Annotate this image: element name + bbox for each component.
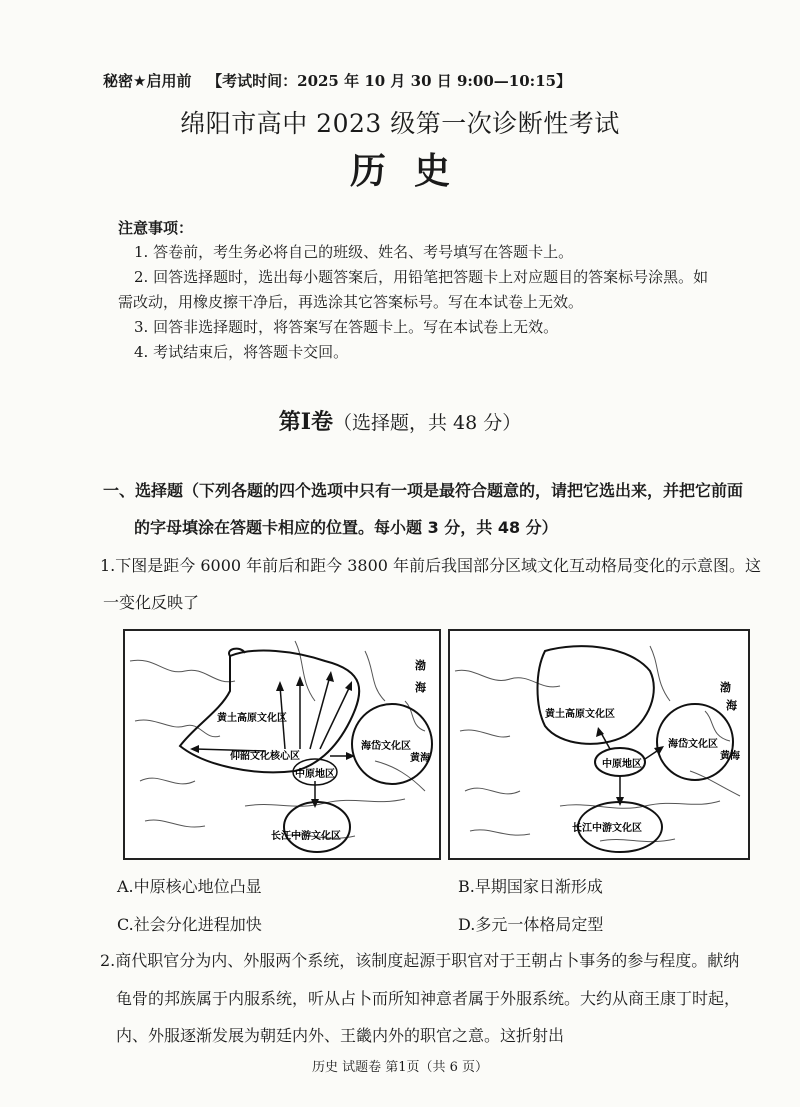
subject-title: 历史: [349, 151, 478, 192]
river-line: [135, 720, 220, 737]
arrow-head: [190, 745, 199, 753]
exam-header: [103, 70, 571, 91]
haidai-label: 海岱文化区: [668, 739, 718, 750]
yangtze-label: 长江中游文化区: [271, 831, 341, 842]
river-line: [145, 820, 205, 827]
notes-title: 注意事项：: [118, 219, 194, 237]
question-2-line3: 内、外服逐渐发展为朝廷内外、王畿内外的职官之意。这折射出: [116, 1026, 565, 1045]
question-1-line2: 一变化反映了: [103, 593, 200, 612]
exam-time: 【考试时间：2025 年 10 月 30 日 9:00—10:15】: [207, 72, 572, 90]
river-line: [130, 660, 235, 682]
river-line: [455, 670, 560, 687]
sea-label: 渤: [720, 681, 731, 694]
yellow-sea-label: 黄海: [410, 753, 430, 764]
arrow-line: [310, 676, 330, 749]
note-item: 需改动，用橡皮擦干净后，再选涂其它答案标号。写在本试卷上无效。: [118, 293, 584, 311]
option-d[interactable]: D.多元一体格局定型: [458, 915, 604, 934]
option-b[interactable]: B.早期国家日渐形成: [458, 877, 603, 896]
section-subtitle: （选择题，共 48 分）: [333, 412, 522, 434]
note-item: 3. 回答非选择题时，将答案写在答题卡上。写在本试卷上无效。: [134, 318, 559, 336]
arrow-head: [311, 799, 319, 808]
question-2-line2: 龟骨的邦族属于内服系统，听从占卜而所知神意者属于外服系统。大约从商王康丁时起，: [116, 989, 741, 1008]
arrow-head: [345, 681, 352, 691]
loess-label: 黄土高原文化区: [217, 713, 287, 724]
coastline: [405, 701, 425, 731]
loess-label: 黄土高原文化区: [545, 709, 615, 720]
section-heading: [0, 405, 800, 436]
part-instructions-line1: 一、选择题（下列各题的四个选项中只有一项是最符合题意的，请把它选出来，并把它前面: [103, 481, 744, 500]
central-label: 中原地区: [295, 769, 335, 780]
section-title: 第Ⅰ卷: [278, 409, 334, 435]
note-item: 2. 回答选择题时，选出每小题答案后，用铅笔把答题卡上对应题目的答案标号涂黑。如: [134, 268, 709, 286]
river-line: [460, 730, 510, 737]
coastline: [705, 711, 730, 741]
map-3800-years-ago: [448, 629, 750, 860]
river-line: [465, 788, 520, 794]
exam-title: 绵阳市高中 2023 级第一次诊断性考试: [180, 109, 620, 138]
map-6000-years-ago: [123, 629, 441, 860]
yellow-sea-label: 黄海: [720, 751, 740, 762]
question-1-line1: 1.下图是距今 6000 年前后和距今 3800 年前后我国部分区域文化互动格局变化的示意图。这: [100, 556, 762, 575]
option-a[interactable]: A.中原核心地位凸显: [117, 877, 262, 896]
river-line: [600, 839, 675, 842]
river-line: [140, 778, 195, 784]
river-line: [295, 641, 315, 701]
option-c[interactable]: C.社会分化进程加快: [117, 915, 262, 934]
haidai-label: 海岱文化区: [361, 741, 411, 752]
note-item: 1. 答卷前，考生务必将自己的班级、姓名、考号填写在答题卡上。: [134, 243, 574, 261]
part-instructions-line2: 的字母填涂在答题卡相应的位置。每小题 3 分，共 48 分）: [134, 518, 558, 537]
sea-label: 海: [415, 681, 426, 694]
question-2-line1: 2.商代职官分为内、外服两个系统，该制度起源于职官对于王朝占卜事务的参与程度。献纳: [100, 951, 740, 970]
loess-region-outline: [538, 646, 654, 744]
yangtze-label: 长江中游文化区: [572, 823, 642, 834]
secret-label: 秘密★启用前: [103, 72, 192, 90]
map-6000-drawing: [125, 631, 439, 858]
arrow-head: [326, 671, 334, 682]
river-line: [470, 830, 530, 835]
sea-label: 渤: [415, 659, 426, 672]
core-label: 仰韶文化核心区: [230, 751, 300, 762]
arrow-head: [276, 681, 284, 691]
sea-label: 海: [726, 699, 737, 712]
arrow-head: [296, 676, 304, 686]
arrow-head: [654, 746, 664, 755]
yangtze-region-ellipse: [284, 802, 350, 852]
river-line: [365, 651, 385, 701]
central-label: 中原地区: [602, 759, 642, 770]
note-item: 4. 考试结束后，将答题卡交回。: [134, 343, 349, 361]
map-3800-drawing: [450, 631, 748, 858]
page-footer: 历史 试题卷 第1页（共 6 页）: [311, 1060, 489, 1075]
